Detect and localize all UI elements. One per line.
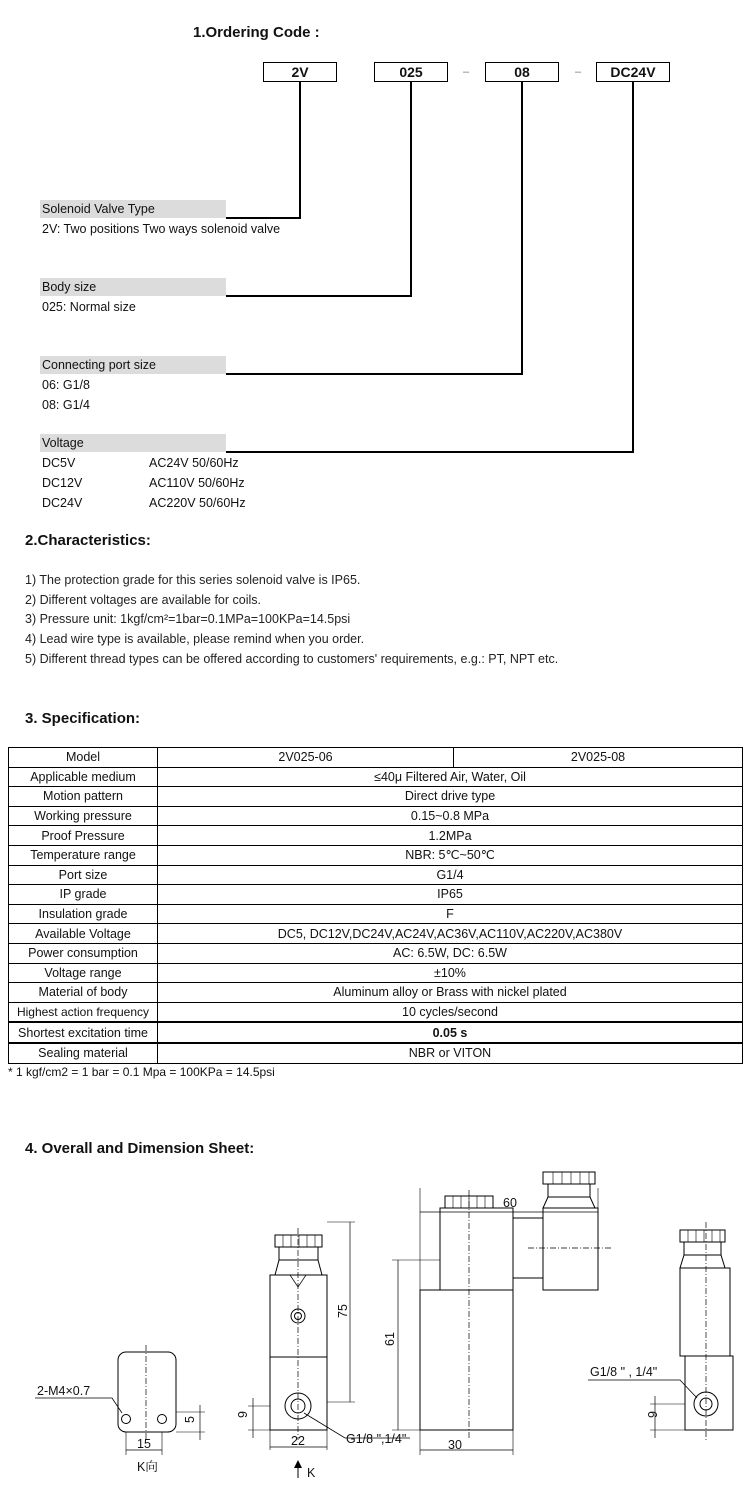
specification-title-number: 3 bbox=[25, 710, 34, 727]
voltage-dc-option: DC24V bbox=[42, 496, 83, 510]
table-row bbox=[9, 787, 743, 807]
row-label: Working pressure bbox=[9, 806, 158, 826]
leader-line bbox=[226, 295, 412, 297]
port-label-front: G1/8 ",1/4" bbox=[346, 1432, 407, 1446]
table-row bbox=[9, 885, 743, 905]
row-value: 1.2MPa bbox=[158, 826, 743, 846]
characteristic-item: 3) Pressure unit: 1kgf/cm²=1bar=0.1MPa=100KPa=14.5psi bbox=[25, 612, 351, 626]
dim-60: 60 bbox=[503, 1196, 517, 1210]
row-value: ±10% bbox=[158, 963, 743, 983]
leader-line bbox=[226, 217, 301, 219]
k-view-label: K向 bbox=[137, 1460, 158, 1474]
row-label: Highest action frequency bbox=[9, 1002, 158, 1022]
leader-line bbox=[226, 373, 523, 375]
row-label: Shortest excitation time bbox=[9, 1022, 158, 1043]
row-value: 0.15~0.8 MPa bbox=[158, 806, 743, 826]
mount-hole bbox=[158, 1415, 167, 1424]
row-label: IP grade bbox=[9, 885, 158, 905]
specification-table bbox=[8, 747, 743, 1064]
table-row bbox=[9, 826, 743, 846]
row-label: Proof Pressure bbox=[9, 826, 158, 846]
voltage-ac-option: AC220V 50/60Hz bbox=[149, 496, 246, 510]
k-view-outline bbox=[118, 1352, 176, 1432]
table-row bbox=[9, 767, 743, 787]
characteristic-item: 2) Different voltages are available for coils. bbox=[25, 593, 261, 607]
code-box-port: 08 bbox=[485, 62, 559, 82]
row-label: Voltage range bbox=[9, 963, 158, 983]
table-row bbox=[9, 904, 743, 924]
table-row bbox=[9, 983, 743, 1003]
connector-neck bbox=[279, 1247, 318, 1260]
row-value: NBR or VITON bbox=[158, 1043, 743, 1063]
group-label-body-size: Body size bbox=[40, 278, 226, 296]
voltage-dc-option: DC5V bbox=[42, 456, 76, 470]
coil-body bbox=[680, 1268, 730, 1356]
characteristics-title: 2.Characteristics: bbox=[25, 532, 151, 549]
row-label: Power consumption bbox=[9, 943, 158, 963]
dim-75: 75 bbox=[336, 1304, 350, 1318]
ordering-title: 1.Ordering Code : bbox=[193, 24, 320, 41]
stem-housing bbox=[440, 1208, 513, 1290]
specification-title-text: . Specification: bbox=[33, 710, 141, 727]
table-row bbox=[9, 943, 743, 963]
table-header-row bbox=[9, 748, 743, 768]
coil-body bbox=[270, 1275, 327, 1357]
dim-5: 5 bbox=[183, 1416, 197, 1423]
header-model-08: 2V025-08 bbox=[454, 748, 743, 768]
dim-9-front: 9 bbox=[236, 1411, 250, 1418]
characteristic-item: 5) Different thread types can be offered according to customers' requirements, e.g.: PT, NPT etc. bbox=[25, 652, 559, 666]
code-separator: – bbox=[575, 66, 582, 78]
dim-15: 15 bbox=[137, 1437, 151, 1451]
row-value: Aluminum alloy or Brass with nickel plated bbox=[158, 983, 743, 1003]
dimension-title: 4. Overall and Dimension Sheet: bbox=[25, 1140, 255, 1157]
port-label-end: G1/8 " , 1/4" bbox=[590, 1365, 658, 1379]
table-row bbox=[9, 963, 743, 983]
row-value: G1/4 bbox=[158, 865, 743, 885]
table-row bbox=[9, 865, 743, 885]
row-value: Direct drive type bbox=[158, 787, 743, 807]
leader-line bbox=[410, 82, 412, 296]
table-row bbox=[9, 924, 743, 944]
row-label: Available Voltage bbox=[9, 924, 158, 944]
voltage-dc-option: DC12V bbox=[42, 476, 83, 490]
row-value: DC5, DC12V,DC24V,AC24V,AC36V,AC110V,AC220V,AC380V bbox=[158, 924, 743, 944]
connector-base bbox=[275, 1260, 322, 1275]
row-label: Applicable medium bbox=[9, 767, 158, 787]
characteristic-item: 1) The protection grade for this series solenoid valve is IP65. bbox=[25, 573, 361, 587]
row-value: F bbox=[158, 904, 743, 924]
dim-9-end: 9 bbox=[646, 1411, 660, 1418]
leader-line bbox=[35, 1398, 122, 1413]
leader-line bbox=[299, 82, 301, 218]
row-value: IP65 bbox=[158, 885, 743, 905]
body-size-desc: 025: Normal size bbox=[42, 300, 136, 314]
code-box-voltage: DC24V bbox=[596, 62, 670, 82]
k-arrow-label: K bbox=[307, 1466, 316, 1480]
valve-type-desc: 2V: Two positions Two ways solenoid valve bbox=[42, 222, 281, 236]
spec-footnote: * 1 kgf/cm2 = 1 bar = 0.1 Mpa = 100KPa = 14.5psi bbox=[8, 1065, 275, 1079]
coil-body bbox=[543, 1208, 598, 1290]
code-box-size: 025 bbox=[374, 62, 448, 82]
mount-hole bbox=[122, 1415, 131, 1424]
dimension-drawing bbox=[0, 1170, 750, 1490]
row-label: Sealing material bbox=[9, 1043, 158, 1063]
row-value: 0.05 s bbox=[158, 1022, 743, 1043]
k-arrow-head bbox=[294, 1460, 302, 1468]
code-separator: – bbox=[463, 66, 470, 78]
table-row bbox=[9, 1043, 743, 1063]
leader-line bbox=[226, 451, 634, 453]
connector-cap bbox=[680, 1230, 725, 1242]
characteristic-item: 4) Lead wire type is available, please remind when you order. bbox=[25, 632, 365, 646]
group-label-port-size: Connecting port size bbox=[40, 356, 226, 374]
dim-22: 22 bbox=[291, 1434, 305, 1448]
leader-line bbox=[588, 1380, 697, 1398]
row-label: Port size bbox=[9, 865, 158, 885]
specification-title bbox=[25, 710, 140, 727]
port-size-option: 06: G1/8 bbox=[42, 378, 90, 392]
connector-cap bbox=[543, 1172, 595, 1184]
row-value: 10 cycles/second bbox=[158, 1002, 743, 1022]
header-model-06: 2V025-06 bbox=[158, 748, 454, 768]
dim-30: 30 bbox=[448, 1438, 462, 1452]
voltage-ac-option: AC110V 50/60Hz bbox=[149, 476, 245, 490]
dim-61: 61 bbox=[383, 1332, 397, 1346]
voltage-ac-option: AC24V 50/60Hz bbox=[149, 456, 239, 470]
row-label: Material of body bbox=[9, 983, 158, 1003]
table-row bbox=[9, 806, 743, 826]
thread-label: 2-M4×0.7 bbox=[37, 1384, 91, 1398]
leader-line bbox=[632, 82, 634, 452]
table-row bbox=[9, 845, 743, 865]
header-model: Model bbox=[9, 748, 158, 768]
table-row bbox=[9, 1022, 743, 1043]
port-size-option: 08: G1/4 bbox=[42, 398, 90, 412]
row-label: Motion pattern bbox=[9, 787, 158, 807]
row-value: NBR: 5℃~50℃ bbox=[158, 845, 743, 865]
table-row bbox=[9, 1002, 743, 1022]
group-label-valve-type: Solenoid Valve Type bbox=[40, 200, 226, 218]
group-label-voltage: Voltage bbox=[40, 434, 226, 452]
row-value: ≤40μ Filtered Air, Water, Oil bbox=[158, 767, 743, 787]
row-label: Insulation grade bbox=[9, 904, 158, 924]
valve-body bbox=[420, 1290, 513, 1430]
leader-line bbox=[521, 82, 523, 374]
row-label: Temperature range bbox=[9, 845, 158, 865]
row-value: AC: 6.5W, DC: 6.5W bbox=[158, 943, 743, 963]
code-box-type: 2V bbox=[263, 62, 337, 82]
